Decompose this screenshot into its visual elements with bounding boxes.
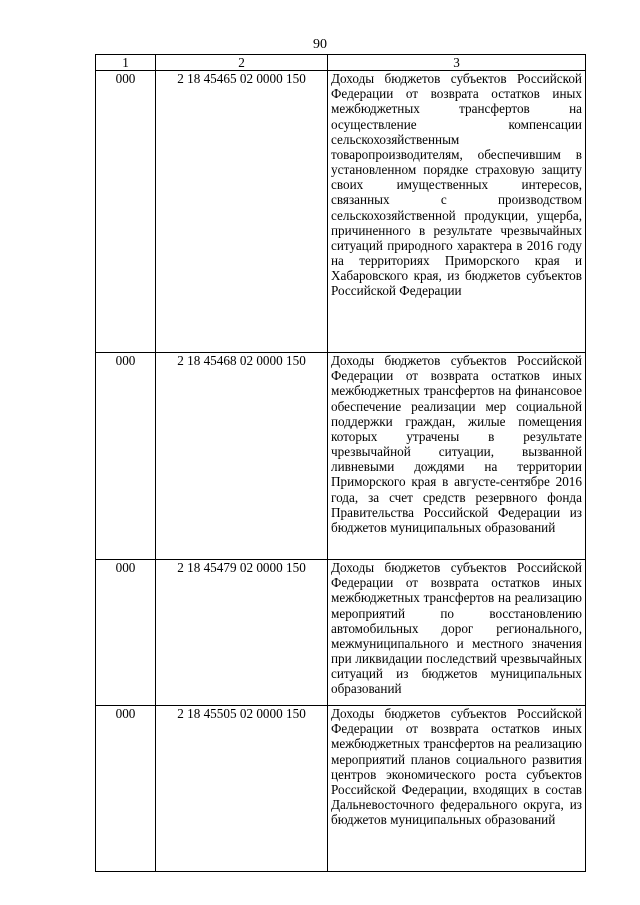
admin-code-cell: 000 [96,560,156,706]
budget-revenue-table [95,54,586,872]
table-row [96,71,586,353]
description-cell: Доходы бюджетов субъектов Российской Федерации от возврата остатков иных межбюджетных трансфертов на осуществление компенсации сельскохозяйственным товаропроизводителям, обеспечившим в установленном порядке страховую защиту своих имущественных интересов, связанных с производством сельскохозяйственной продукции, ущерба, причиненного в результате чрезвычайных ситуаций природного характера в 2016 году на территориях Приморского края и Хабаровского края, из бюджетов субъектов Российской Федерации [328,71,586,353]
page-number: 90 [313,37,327,52]
table-row [96,706,586,872]
table-row [96,560,586,706]
budget-code-cell: 2 18 45505 02 0000 150 [156,706,328,872]
table-header-row [96,55,586,71]
column-header-3: 3 [328,55,586,71]
column-header-1: 1 [96,55,156,71]
description-cell: Доходы бюджетов субъектов Российской Федерации от возврата остатков иных межбюджетных трансфертов на финансовое обеспечение реализации мер социальной поддержки граждан, жилые помещения которых утрачены в результате чрезвычайной ситуации, вызванной ливневыми дождями на территории Приморского края в августе-сентябре 2016 года, за счет средств резервного фонда Правительства Российской Федерации из бюджетов муниципальных образований [328,353,586,560]
budget-code-cell: 2 18 45465 02 0000 150 [156,71,328,353]
description-cell: Доходы бюджетов субъектов Российской Федерации от возврата остатков иных межбюджетных трансфертов на реализацию мероприятий планов социального развития центров экономического роста субъектов Российской Федерации, входящих в состав Дальневосточного федерального округа, из бюджетов муниципальных образований [328,706,586,872]
column-header-2: 2 [156,55,328,71]
budget-code-cell: 2 18 45468 02 0000 150 [156,353,328,560]
table-row [96,353,586,560]
budget-code-cell: 2 18 45479 02 0000 150 [156,560,328,706]
admin-code-cell: 000 [96,353,156,560]
admin-code-cell: 000 [96,706,156,872]
description-cell: Доходы бюджетов субъектов Российской Федерации от возврата остатков иных межбюджетных трансфертов на реализацию мероприятий по восстановлению автомобильных дорог регионального, межмуниципального и местного значения при ликвидации последствий чрезвычайных ситуаций из бюджетов муниципальных образований [328,560,586,706]
admin-code-cell: 000 [96,71,156,353]
